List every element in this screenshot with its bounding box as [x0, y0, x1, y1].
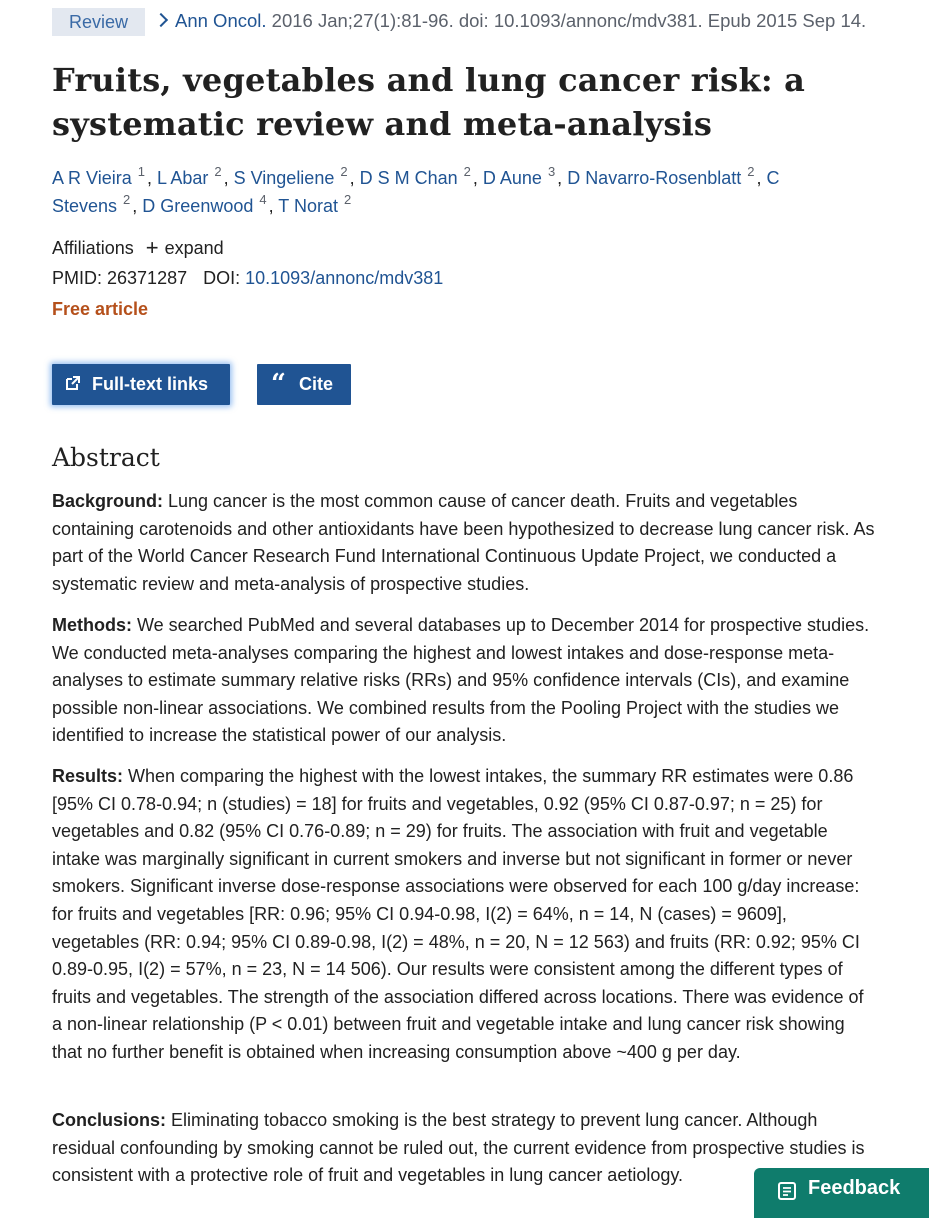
doi-link[interactable]: 10.1093/annonc/mdv381 — [245, 268, 444, 288]
pmid-label: PMID: — [52, 268, 108, 288]
author-affiliation-number[interactable]: 2 — [123, 192, 131, 207]
results-text: When comparing the highest with the lowest intakes, the summary RR estimates were 0.86 [95% CI 0.78-0.94; n (studies) = 18] for fruits and vegetables, 0.92 (95% CI 0.87-0.97; n = 25) for vegetables and 0.82 (95% CI 0.76-0.89; n = 29) for fruits. The association with fruit and vegetable intake was marginally significant in current smokers and inverse but not significant in former or never smokers. Significant inverse dose-response associations were observed for each 100 g/day increase: for fruits and vegetables [RR: 0.96; 95% CI 0.94-0.98, I(2) = 64%, n = 14, N (cases) = 9609], vegetables (RR: 0.94; 95% CI 0.89-0.98, I(2) = 48%, n = 20, N = 12 563) and fruits (RR: 0.92; 95% CI 0.89-0.95, I(2) = 57%, n = 23, N = 14 506). Our results were consistent among the different types of fruits and vegetables. The strength of the association differed across locations. There was evidence of a non-linear relationship (P < 0.01) between fruit and vegetable intake and lung cancer risk showing that no further benefit is obtained when increasing consumption above ~400 g per day. — [52, 766, 864, 1062]
expand-label: expand — [164, 238, 224, 258]
feedback-label: Feedback — [808, 1177, 901, 1199]
full-text-links-button[interactable] — [52, 364, 230, 405]
background-label: Background: — [52, 491, 164, 511]
external-link-icon — [66, 376, 80, 390]
citation-line — [52, 6, 882, 36]
author-affiliation-number[interactable]: 2 — [747, 164, 755, 179]
author-link[interactable]: D Aune — [482, 168, 542, 188]
plus-icon: + — [145, 235, 159, 260]
feedback-icon — [778, 1182, 796, 1200]
author-list: A R Vieira $^1$ , L Abar $^2$ , S Vingeliene $^2$ , D S M Chan $^2$ , D Aune $^3$ , D Navarro-Rosenblatt $^2$ , C Stevens $^2$ , D Greenwood $^4$ , T Norat $^2$ — [52, 164, 780, 216]
author-link[interactable]: T Norat — [278, 196, 338, 216]
author-link[interactable]: S Vingeliene — [233, 168, 335, 188]
author-link[interactable]: D Navarro-Rosenblatt — [567, 168, 742, 188]
quote-icon: “ — [271, 369, 286, 399]
full-text-links-label: Full-text links — [92, 374, 209, 394]
author-link[interactable]: A R Vieira — [52, 168, 132, 188]
author-affiliation-number[interactable]: 2 — [214, 164, 222, 179]
author-affiliation-number[interactable]: 2 — [463, 164, 471, 179]
author-affiliation-number[interactable]: 1 — [137, 164, 145, 179]
cite-label: Cite — [299, 374, 334, 394]
cite-button[interactable] — [257, 364, 351, 405]
doi-label: DOI: — [203, 268, 246, 288]
feedback-button[interactable] — [754, 1168, 929, 1218]
free-article-label: Free article — [52, 299, 149, 319]
author-affiliation-number[interactable]: 2 — [340, 164, 348, 179]
abstract-results — [52, 763, 878, 1067]
citation-details: 2016 Jan;27(1):81-96. doi: 10.1093/annonc/mdv381. Epub 2015 Sep 14. — [266, 10, 867, 31]
journal-citation — [156, 6, 866, 36]
methods-text: We searched PubMed and several databases up to December 2014 for prospective studies. We conducted meta-analyses comparing the highest and lowest intakes and dose-response meta-analyses to estimate summary relative risks (RRs) and 95% confidence intervals (CIs), and examine possible non-linear associations. We combined results from the Pooling Project with the studies we identified to increase the statistical power of our analysis. — [52, 615, 870, 746]
abstract-heading: Abstract — [52, 443, 160, 472]
conclusions-text: Eliminating tobacco smoking is the best strategy to prevent lung cancer. Although residual confounding by smoking cannot be ruled out, the current evidence from prospective studies is consistent with a protective role of fruit and vegetables in lung cancer aetiology. — [52, 1110, 865, 1186]
chevron-right-icon — [154, 13, 168, 27]
methods-label: Methods: — [52, 615, 132, 635]
article-title: Fruits, vegetables and lung cancer risk: a systematic review and meta-analysis — [52, 61, 806, 143]
affiliations-label: Affiliations — [52, 238, 134, 258]
author-affiliation-number[interactable]: 2 — [343, 192, 352, 207]
author-link[interactable]: D S M Chan — [359, 168, 458, 188]
conclusions-label: Conclusions: — [52, 1110, 167, 1130]
author-affiliation-number[interactable]: 4 — [259, 192, 267, 207]
author-link[interactable]: C Stevens — [52, 168, 780, 216]
affiliations-toggle[interactable] — [52, 234, 224, 261]
journal-link[interactable]: Ann Oncol. — [175, 10, 267, 31]
identifiers — [52, 265, 443, 291]
pmid-value: 26371287 — [107, 268, 188, 288]
background-text: Lung cancer is the most common cause of cancer death. Fruits and vegetables containing carotenoids and other antioxidants have been hypothesized to decrease lung cancer risk. As part of the World Cancer Research Fund International Continuous Update Project, we conducted a systematic review and meta-analysis of prospective studies. — [52, 491, 875, 594]
author-affiliation-number[interactable]: 3 — [547, 164, 556, 179]
abstract-methods — [52, 612, 878, 750]
author-link[interactable]: L Abar — [156, 168, 209, 188]
author-link[interactable]: D Greenwood — [142, 196, 254, 216]
abstract-background — [52, 488, 878, 598]
review-badge: Review — [52, 8, 145, 36]
results-label: Results: — [52, 766, 124, 786]
